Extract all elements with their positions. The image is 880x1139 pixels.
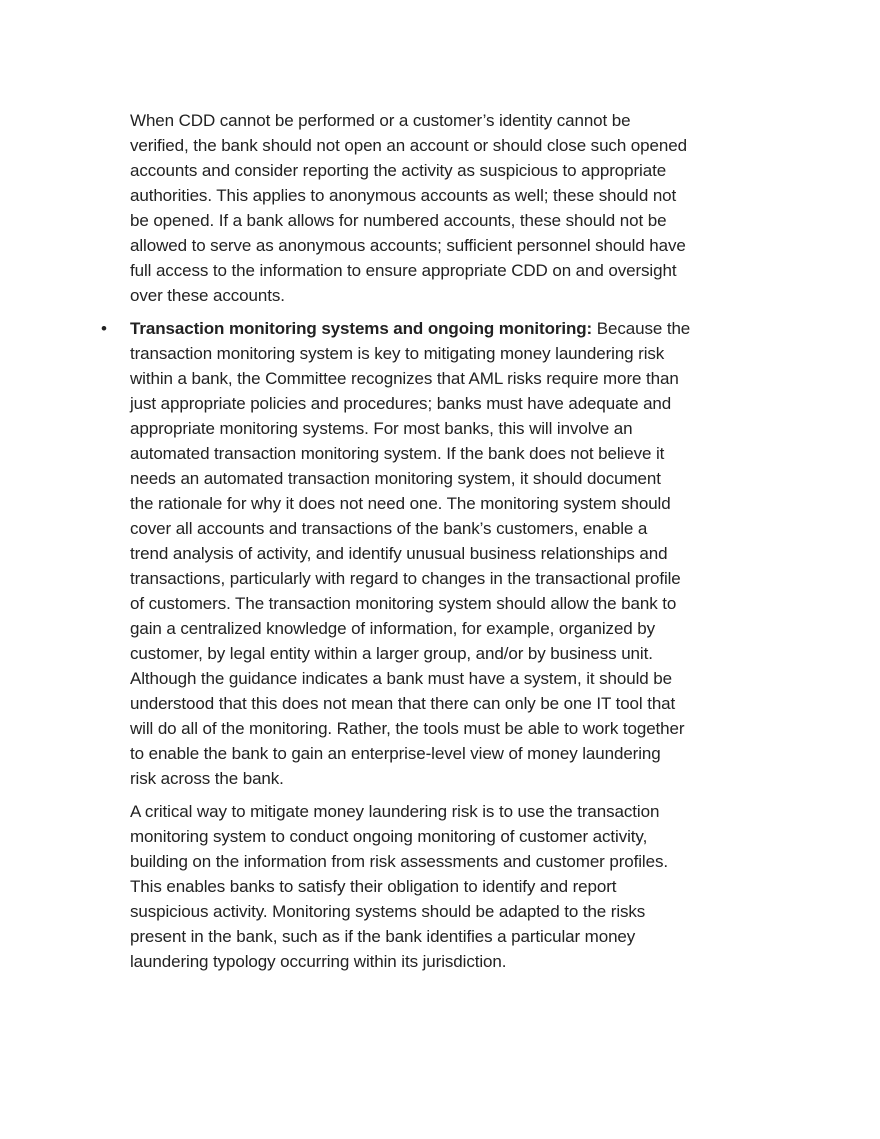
first-line-text: Because the <box>592 319 691 338</box>
text-line: A critical way to mitigate money laundering risk is to use the transaction <box>130 802 660 821</box>
paragraph-cdd-failure <box>130 108 770 308</box>
text-line: needs an automated transaction monitoring system, it should document <box>130 469 661 488</box>
bullet-icon: • <box>101 319 107 338</box>
text-line: within a bank, the Committee recognizes that AML risks require more than <box>130 369 679 388</box>
text-line: transaction monitoring system is key to mitigating money laundering risk <box>130 344 665 363</box>
text-line: transactions, particularly with regard to changes in the transactional profile <box>130 569 681 588</box>
text-line: present in the bank, such as if the bank identifies a particular money <box>130 927 636 946</box>
text-line: This enables banks to satisfy their obligation to identify and report <box>130 877 617 896</box>
text-line: automated transaction monitoring system. If the bank does not believe it <box>130 444 665 463</box>
text-line: allowed to serve as anonymous accounts; sufficient personnel should have <box>130 236 686 255</box>
text-line: suspicious activity. Monitoring systems should be adapted to the risks <box>130 902 646 921</box>
text-line: just appropriate policies and procedures; banks must have adequate and <box>130 394 672 413</box>
text-line: laundering typology occurring within its jurisdiction. <box>130 952 507 971</box>
text-line: risk across the bank. <box>130 769 284 788</box>
text-line: monitoring system to conduct ongoing monitoring of customer activity, <box>130 827 648 846</box>
text-line: customer, by legal entity within a larger group, and/or by business unit. <box>130 644 653 663</box>
text-line: to enable the bank to gain an enterprise-level view of money laundering <box>130 744 661 763</box>
text-line: verified, the bank should not open an account or should close such opened <box>130 136 687 155</box>
text-line: accounts and consider reporting the activity as suspicious to appropriate <box>130 161 667 180</box>
paragraph-ongoing-monitoring <box>130 799 770 974</box>
bullet-heading: Transaction monitoring systems and ongoing monitoring: <box>130 319 593 338</box>
text-line: gain a centralized knowledge of information, for example, organized by <box>130 619 656 638</box>
text-line: building on the information from risk assessments and customer profiles. <box>130 852 668 871</box>
text-line: be opened. If a bank allows for numbered accounts, these should not be <box>130 211 667 230</box>
text-line: the rationale for why it does not need one. The monitoring system should <box>130 494 671 513</box>
text-line: Although the guidance indicates a bank must have a system, it should be <box>130 669 672 688</box>
text-line: When CDD cannot be performed or a customer’s identity cannot be <box>130 111 631 130</box>
text-line: will do all of the monitoring. Rather, the tools must be able to work together <box>130 719 685 738</box>
text-line: cover all accounts and transactions of the bank’s customers, enable a <box>130 519 648 538</box>
text-line: over these accounts. <box>130 286 285 305</box>
text-line: full access to the information to ensure appropriate CDD on and oversight <box>130 261 677 280</box>
text-line: appropriate monitoring systems. For most banks, this will involve an <box>130 419 633 438</box>
text-line: understood that this does not mean that there can only be one IT tool that <box>130 694 676 713</box>
first-line <box>130 316 770 341</box>
text-line: of customers. The transaction monitoring system should allow the bank to <box>130 594 677 613</box>
paragraph-transaction-monitoring <box>130 316 770 791</box>
text-line: trend analysis of activity, and identify unusual business relationships and <box>130 544 668 563</box>
text-line: authorities. This applies to anonymous accounts as well; these should not <box>130 186 677 205</box>
